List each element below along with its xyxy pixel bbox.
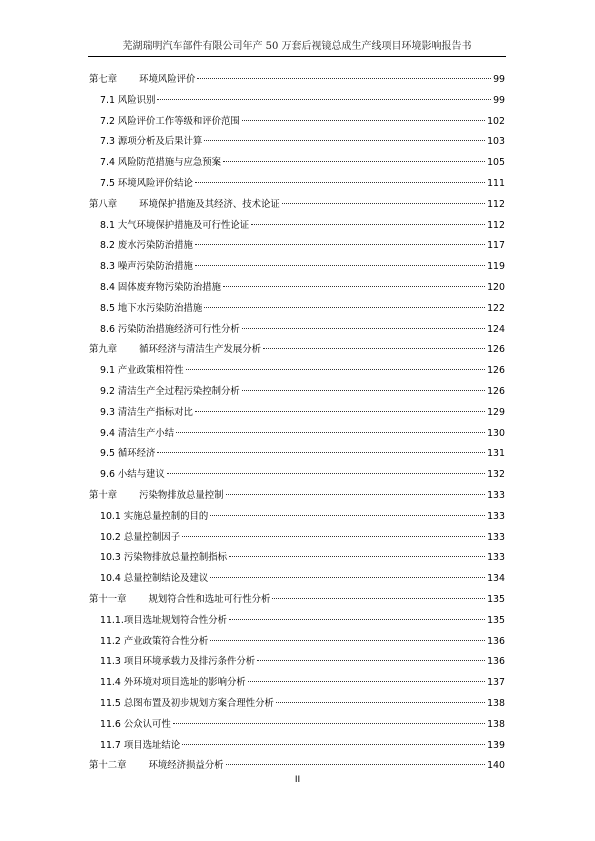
toc-entry-title <box>89 756 224 777</box>
toc-page-number: 122 <box>487 302 505 314</box>
toc-leader-dots <box>257 660 485 661</box>
toc-section-entry[interactable] <box>89 611 505 632</box>
toc-entry-title <box>89 70 195 91</box>
table-of-contents <box>89 70 505 777</box>
toc-leader-dots <box>242 390 485 391</box>
toc-page-number: 119 <box>487 261 505 273</box>
toc-entry-title: 8.5 地下水污染防治措施 <box>100 302 203 314</box>
toc-section-entry[interactable] <box>89 569 505 590</box>
toc-chapter-number: 第十二章 <box>89 760 127 772</box>
toc-page-number: 133 <box>487 531 505 543</box>
toc-chapter-number: 第七章 <box>89 74 118 85</box>
toc-entry-title: 9.4 清洁生产小结 <box>100 427 175 439</box>
toc-entry-title: 11.7 项目选址结论 <box>100 739 181 751</box>
toc-page-number: 99 <box>493 94 505 106</box>
toc-entry-title: 11.3 项目环境承载力及排污条件分析 <box>100 656 256 668</box>
toc-leader-dots <box>167 473 485 474</box>
toc-page-number: 105 <box>487 157 505 169</box>
toc-page-number: 99 <box>493 74 505 85</box>
toc-section-entry[interactable] <box>89 444 505 465</box>
toc-page-number: 124 <box>487 323 505 335</box>
toc-section-entry[interactable] <box>89 236 505 257</box>
toc-leader-dots <box>173 723 485 724</box>
toc-chapter-number: 第九章 <box>89 344 118 356</box>
toc-page-number: 103 <box>487 136 505 148</box>
toc-section-entry[interactable] <box>89 694 505 715</box>
toc-entry-title: 10.2 总量控制因子 <box>100 531 181 543</box>
toc-section-entry[interactable] <box>89 320 505 341</box>
toc-leader-dots <box>157 452 485 453</box>
toc-entry-title: 10.4 总量控制结论及建议 <box>100 573 209 585</box>
toc-page-number: 131 <box>487 448 505 460</box>
toc-leader-dots <box>226 764 486 765</box>
toc-chapter-number: 第八章 <box>89 198 118 210</box>
toc-page-number: 138 <box>487 697 505 709</box>
toc-section-entry[interactable] <box>89 174 505 195</box>
toc-entry-title: 9.5 循环经济 <box>100 448 156 460</box>
toc-page-number: 120 <box>487 281 505 293</box>
toc-section-entry[interactable] <box>89 91 505 112</box>
toc-chapter-entry[interactable] <box>89 756 505 777</box>
toc-page-number: 126 <box>487 365 505 377</box>
toc-entry-title <box>89 340 261 361</box>
toc-leader-dots <box>276 702 485 703</box>
toc-page-number: 136 <box>487 635 505 647</box>
toc-section-entry[interactable] <box>89 736 505 757</box>
toc-page-number: 133 <box>487 552 505 564</box>
toc-chapter-title: 循环经济与清洁生产发展分析 <box>139 344 262 356</box>
toc-leader-dots <box>186 369 486 370</box>
toc-page-number: 112 <box>487 219 505 231</box>
toc-entry-title: 9.3 清洁生产指标对比 <box>100 406 193 418</box>
toc-page-number: 130 <box>487 427 505 439</box>
toc-chapter-number: 第十一章 <box>89 593 127 605</box>
toc-section-entry[interactable] <box>89 424 505 445</box>
toc-section-entry[interactable] <box>89 507 505 528</box>
toc-leader-dots <box>223 286 485 287</box>
toc-leader-dots <box>176 432 485 433</box>
toc-entry-title: 10.3 污染物排放总量控制指标 <box>100 552 227 564</box>
toc-leader-dots <box>251 224 485 225</box>
toc-page-number: 133 <box>487 510 505 522</box>
toc-page-number: 140 <box>487 760 505 772</box>
toc-leader-dots <box>242 120 485 121</box>
toc-entry-title: 8.6 污染防治措施经济可行性分析 <box>100 323 240 335</box>
toc-page-number: 133 <box>487 489 505 501</box>
toc-entry-title: 11.4 外环境对项目选址的影响分析 <box>100 677 246 689</box>
toc-section-entry[interactable] <box>89 403 505 424</box>
toc-entry-title: 11.2 产业政策符合性分析 <box>100 635 209 647</box>
toc-section-entry[interactable] <box>89 528 505 549</box>
toc-entry-title: 8.3 噪声污染防治措施 <box>100 261 193 273</box>
toc-leader-dots <box>210 640 485 641</box>
toc-entry-title: 7.5 环境风险评价结论 <box>100 177 193 189</box>
toc-page-number: 117 <box>487 240 505 252</box>
toc-entry-title: 7.4 风险防范措施与应急预案 <box>100 157 222 169</box>
toc-page-number: 112 <box>487 198 505 210</box>
toc-leader-dots <box>157 99 491 100</box>
toc-chapter-title: 规划符合性和选址可行性分析 <box>148 593 271 605</box>
toc-entry-title: 11.1.项目选址规划符合性分析 <box>100 614 227 626</box>
toc-chapter-entry[interactable] <box>89 195 505 216</box>
toc-section-entry[interactable] <box>89 132 505 153</box>
toc-section-entry[interactable] <box>89 548 505 569</box>
toc-page-number: 132 <box>487 469 505 481</box>
toc-section-entry[interactable] <box>89 153 505 174</box>
toc-leader-dots <box>229 619 485 620</box>
toc-section-entry[interactable] <box>89 278 505 299</box>
toc-entry-title: 9.6 小结与建议 <box>100 469 165 481</box>
toc-leader-dots <box>210 577 485 578</box>
toc-leader-dots <box>197 78 491 79</box>
toc-page-number: 129 <box>487 406 505 418</box>
toc-chapter-title: 污染物排放总量控制 <box>139 489 224 501</box>
toc-chapter-entry[interactable] <box>89 486 505 507</box>
document-header: 芜湖瑞明汽车部件有限公司年产 50 万套后视镜总成生产线项目环境影响报告书 <box>88 40 506 57</box>
toc-leader-dots <box>248 681 485 682</box>
toc-entry-title: 7.2 风险评价工作等级和评价范围 <box>100 115 240 127</box>
toc-page-number: 111 <box>487 177 505 189</box>
toc-entry-title <box>89 590 270 611</box>
toc-section-entry[interactable] <box>89 299 505 320</box>
toc-entry-title: 10.1 实施总量控制的目的 <box>100 510 209 522</box>
toc-leader-dots <box>263 348 485 349</box>
toc-leader-dots <box>195 182 485 183</box>
toc-section-entry[interactable] <box>89 361 505 382</box>
toc-page-number: 102 <box>487 115 505 127</box>
toc-leader-dots <box>272 598 485 599</box>
page-number: II <box>294 775 301 785</box>
toc-page-number: 126 <box>487 344 505 356</box>
toc-section-entry[interactable] <box>89 652 505 673</box>
toc-entry-title: 8.1 大气环境保护措施及可行性论证 <box>100 219 250 231</box>
toc-leader-dots <box>182 536 485 537</box>
toc-entry-title: 9.2 清洁生产全过程污染控制分析 <box>100 385 240 397</box>
toc-leader-dots <box>204 140 485 141</box>
toc-entry-title: 8.4 固体废弃物污染防治措施 <box>100 281 222 293</box>
toc-page-number: 135 <box>487 614 505 626</box>
toc-chapter-entry[interactable] <box>89 590 505 611</box>
toc-page-number: 139 <box>487 739 505 751</box>
toc-leader-dots <box>226 494 486 495</box>
toc-chapter-title: 环境风险评价 <box>139 74 196 85</box>
toc-leader-dots <box>229 556 485 557</box>
toc-leader-dots <box>182 744 485 745</box>
toc-chapter-number: 第十章 <box>89 489 118 501</box>
toc-entry-title <box>89 486 224 507</box>
toc-page-number: 135 <box>487 593 505 605</box>
toc-section-entry[interactable] <box>89 112 505 133</box>
toc-chapter-entry[interactable] <box>89 70 505 91</box>
toc-leader-dots <box>195 265 485 266</box>
toc-entry-title: 7.3 源项分析及后果计算 <box>100 136 203 148</box>
toc-page-number: 138 <box>487 718 505 730</box>
toc-section-entry[interactable] <box>89 632 505 653</box>
toc-leader-dots <box>282 203 485 204</box>
toc-leader-dots <box>223 161 485 162</box>
toc-chapter-title: 环境保护措施及其经济、技术论证 <box>139 198 280 210</box>
toc-leader-dots <box>242 328 485 329</box>
toc-entry-title <box>89 195 280 216</box>
toc-page-number: 137 <box>487 677 505 689</box>
toc-section-entry[interactable] <box>89 216 505 237</box>
toc-chapter-entry[interactable] <box>89 340 505 361</box>
toc-page-number: 134 <box>487 573 505 585</box>
toc-entry-title: 9.1 产业政策相符性 <box>100 365 184 377</box>
toc-leader-dots <box>204 307 485 308</box>
toc-page-number: 136 <box>487 656 505 668</box>
toc-chapter-title: 环境经济损益分析 <box>148 760 224 772</box>
toc-section-entry[interactable] <box>89 382 505 403</box>
toc-leader-dots <box>195 244 485 245</box>
toc-entry-title: 7.1 风险识别 <box>100 94 156 106</box>
toc-section-entry[interactable] <box>89 715 505 736</box>
toc-leader-dots <box>210 515 485 516</box>
toc-section-entry[interactable] <box>89 465 505 486</box>
toc-entry-title: 8.2 废水污染防治措施 <box>100 240 193 252</box>
toc-leader-dots <box>195 411 485 412</box>
toc-entry-title: 11.6 公众认可性 <box>100 718 171 730</box>
toc-entry-title: 11.5 总图布置及初步规划方案合理性分析 <box>100 697 274 709</box>
toc-section-entry[interactable] <box>89 673 505 694</box>
toc-section-entry[interactable] <box>89 257 505 278</box>
toc-page-number: 126 <box>487 385 505 397</box>
